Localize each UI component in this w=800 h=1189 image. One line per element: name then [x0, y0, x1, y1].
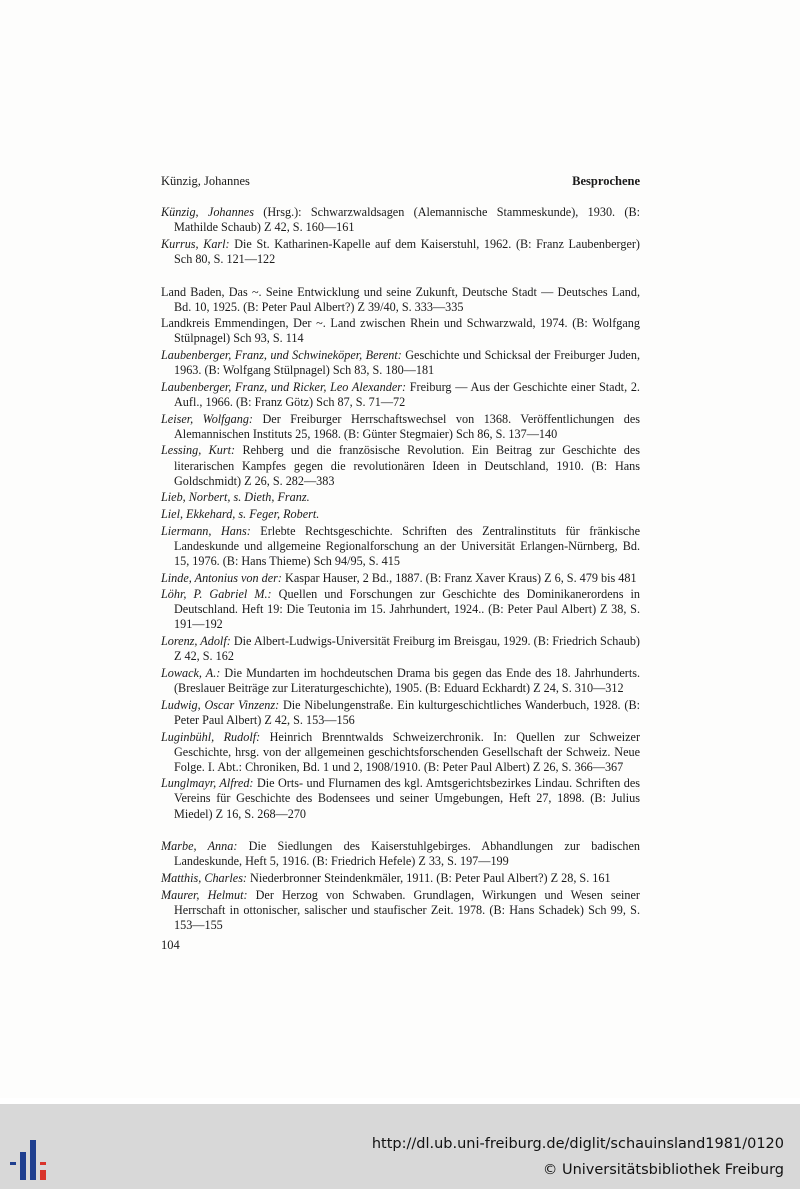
bibliography-entry — [161, 776, 640, 821]
entry-author: Laubenberger, Franz, und Schwineköper, Berent: — [161, 348, 402, 363]
entry-text: Die Mundarten im hochdeutschen Drama bis gegen das Ende des 18. Jahrhunderts. (Breslauer Beiträge zur Literaturgeschichte), 1905. (B: Eduard Eckhardt) Z 24, S. 310—312 — [174, 665, 640, 696]
entry-text: Rehberg und die französische Revolution. Ein Beitrag zur Geschichte des literarischen Kampfes gegen die revolutionären Ideen in Deutschland, 1910. (B: Hans Goldschmidt) Z 26, S. 282—383 — [174, 443, 640, 488]
bibliography-entry — [161, 839, 640, 869]
entry-author: Löhr, P. Gabriel M.: — [161, 587, 272, 602]
entry-author: Leiser, Wolfgang: — [161, 411, 253, 426]
entry-text: Heinrich Brenntwalds Schweizerchronik. In: Quellen zur Schweizer Geschichte, hrsg. von der allgemeinen geschichtsforschenden Gesellschaft der Schweiz. Neue Folge. I. Abt.: Chroniken, Bd. 1 und 2, 1908/1910. (B: Peter Paul Albert) Z 26, S. 366—367 — [174, 729, 640, 774]
entry-text: Quellen und Forschungen zur Geschichte des Dominikanerordens in Deutschland. Heft 19: Die Teutonia im 15. Jahrhundert, 1924.. (B: Peter Paul Albert) Z 38, S. 191—192 — [174, 587, 640, 632]
bibliography-entry — [161, 587, 640, 632]
entry-author: Lunglmayr, Alfred: — [161, 776, 254, 791]
bibliography-entry — [161, 316, 640, 346]
entry-text: Die Albert-Ludwigs-Universität Freiburg im Breisgau, 1929. (B: Friedrich Schaub) Z 42, S. 162 — [174, 634, 640, 664]
entry-text: Geschichte und Schicksal der Freiburger Juden, 1963. (B: Wolfgang Stülpnagel) Sch 83, S. 180—181 — [174, 348, 640, 378]
bibliography-entry — [161, 348, 640, 378]
entry-author: Lorenz, Adolf: — [161, 634, 231, 649]
entry-author: Linde, Antonius von der: — [161, 570, 282, 585]
entry-text: Die Orts- und Flurnamen des kgl. Amtsgerichtsbezirkes Lindau. Schriften des Vereins für Geschichte des Bodensees und seiner Umgebungen, Heft 27, 1898. (B: Julius Miedel) Z 16, S. 268—270 — [174, 776, 640, 821]
running-head-right: Besprochene — [572, 174, 640, 188]
entry-author: Lessing, Kurt: — [161, 443, 236, 458]
entry-text: Der Herzog von Schwaben. Grundlagen, Wirkungen und Wesen seiner Herrschaft in ottonischer, salischer und staufischer Zeit. 1978. (B: Hans Schadek) Sch 99, S. 153—155 — [174, 887, 640, 932]
entry-group-l — [161, 285, 640, 822]
entry-author: Künzig, Johannes — [161, 205, 254, 219]
bibliography-entry — [161, 205, 640, 235]
entry-author: Marbe, Anna: — [161, 839, 238, 854]
entry-author: Ludwig, Oscar Vinzenz: — [161, 697, 280, 712]
bibliography-entry — [161, 888, 640, 933]
bibliography-entry — [161, 237, 640, 267]
bibliography-entry — [161, 666, 640, 696]
bibliography-entry — [161, 634, 640, 664]
entry-text: Erlebte Rechtsgeschichte. Schriften des Zentralinstituts für fränkische Landeskunde und allgemeine Regionalforschung an der Universität Erlangen-Nürnberg, Bd. 15, 1976. (B: Hans Thieme) Sch 94/95, S. 415 — [174, 523, 640, 568]
bibliography-entry — [161, 698, 640, 728]
bibliography-entry — [161, 490, 640, 505]
bibliography-list — [161, 205, 640, 935]
bibliography-entry — [161, 507, 640, 522]
bibliography-entry — [161, 871, 640, 886]
entry-author: Liel, Ekkehard, s. Feger, Robert. — [161, 507, 320, 522]
source-url[interactable]: http://dl.ub.uni-freiburg.de/diglit/schauinsland1981/0120 — [371, 1136, 784, 1152]
footer-bar — [0, 1104, 800, 1189]
entry-text: Niederbronner Steindenkmäler, 1911. (B: Peter Paul Albert?) Z 28, S. 161 — [247, 871, 611, 886]
entry-group-k — [161, 205, 640, 267]
entry-text: Land Baden, Das ~. Seine Entwicklung und seine Zukunft, Deutsche Stadt — Deutsches Land, Bd. 10, 1925. (B: Peter Paul Albert?) Z 39/40, S. 333—335 — [161, 284, 640, 314]
entry-author: Luginbühl, Rudolf: — [161, 729, 261, 744]
entry-author: Kurrus, Karl: — [161, 236, 230, 251]
entry-author: Laubenberger, Franz, und Ricker, Leo Alexander: — [161, 379, 407, 394]
entry-text: (Hrsg.): Schwarzwaldsagen (Alemannische Stammeskunde), 1930. (B: Mathilde Schaub) Z 42, S. 160—161 — [174, 205, 640, 235]
group-gap — [161, 823, 640, 839]
bibliography-entry — [161, 571, 640, 586]
bibliography-entry — [161, 285, 640, 315]
running-head-left: Künzig, Johannes — [161, 174, 250, 188]
ub-freiburg-logo-icon — [10, 1140, 50, 1180]
entry-author: Matthis, Charles: — [161, 871, 247, 886]
entry-text: Die St. Katharinen-Kapelle auf dem Kaiserstuhl, 1962. (B: Franz Laubenberger) Sch 80, S. 121—122 — [174, 236, 640, 266]
entry-author: Lieb, Norbert, s. Dieth, Franz. — [161, 490, 310, 505]
copyright-notice: © Universitätsbibliothek Freiburg — [542, 1162, 784, 1178]
entry-author: Liermann, Hans: — [161, 523, 251, 538]
group-gap — [161, 269, 640, 285]
bibliography-entry — [161, 412, 640, 442]
page-number: 104 — [161, 938, 180, 952]
bibliography-entry — [161, 730, 640, 775]
entry-text: Freiburg — Aus der Geschichte einer Stadt, 2. Aufl., 1966. (B: Franz Götz) Sch 87, S. 71—72 — [174, 379, 640, 409]
entry-author: Lowack, A.: — [161, 665, 221, 680]
entry-author: Maurer, Helmut: — [161, 887, 248, 902]
entry-text: Die Nibelungenstraße. Ein kulturgeschichtliches Wanderbuch, 1928. (B: Peter Paul Albert) Z 42, S. 153—156 — [174, 697, 640, 727]
entry-text: Die Siedlungen des Kaiserstuhlgebirges. Abhandlungen zur badischen Landeskunde, Heft 5, 1916. (B: Friedrich Hefele) Z 33, S. 197—199 — [174, 839, 641, 869]
entry-text: Kaspar Hauser, 2 Bd., 1887. (B: Franz Xaver Kraus) Z 6, S. 479 bis 481 — [281, 570, 637, 585]
entry-text: Landkreis Emmendingen, Der ~. Land zwischen Rhein und Schwarzwald, 1974. (B: Wolfgang Stülpnagel) Sch 93, S. 114 — [161, 316, 640, 346]
entry-group-m — [161, 839, 640, 933]
bibliography-entry — [161, 380, 640, 410]
bibliography-entry — [161, 524, 640, 569]
bibliography-entry — [161, 443, 640, 488]
entry-text: Der Freiburger Herrschaftswechsel von 1368. Veröffentlichungen des Alemannischen Instituts 25, 1968. (B: Günter Stegmaier) Sch 86, S. 137—140 — [174, 411, 640, 441]
